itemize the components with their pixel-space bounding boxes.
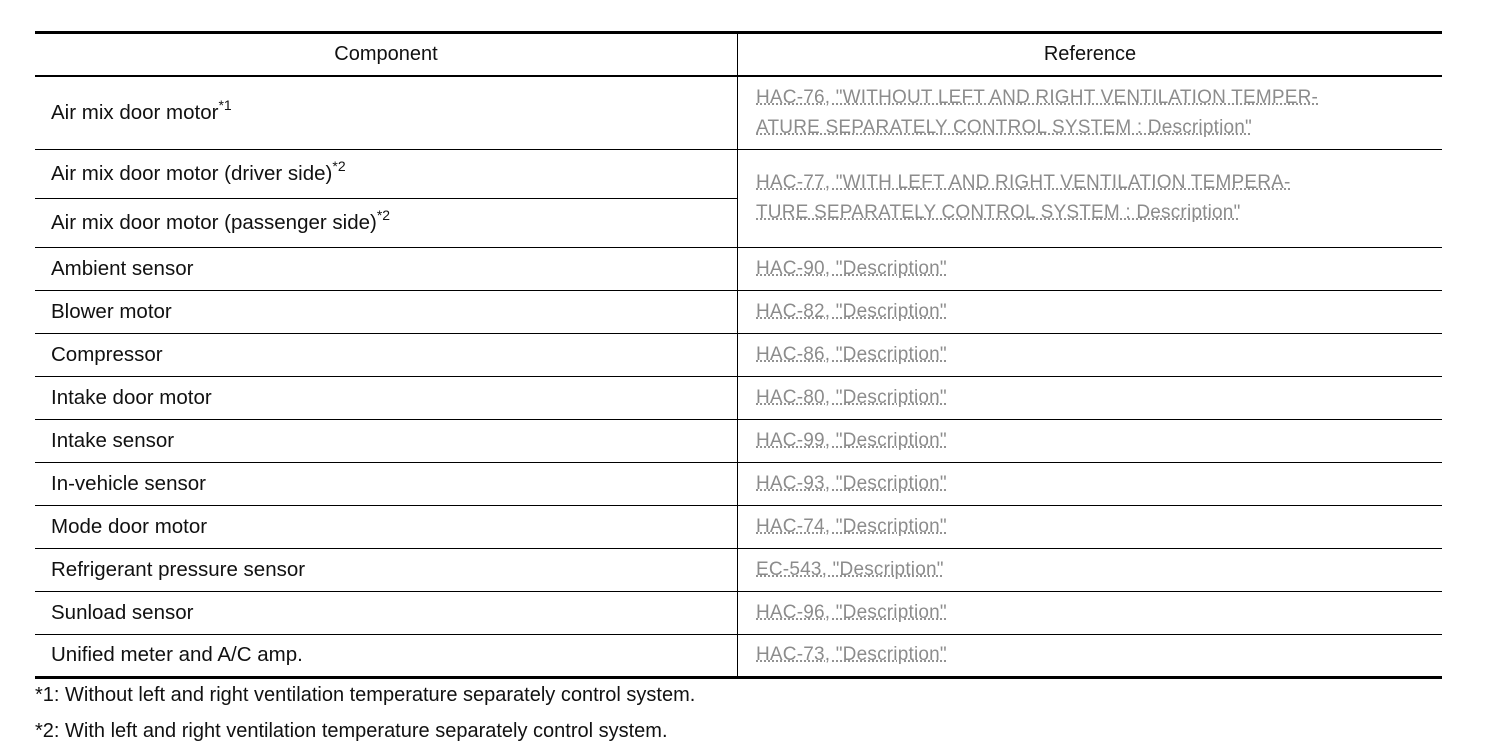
reference-link[interactable]: HAC-82, "Description" [756,300,947,322]
table-row [35,505,1442,548]
component-cell: In-vehicle sensor [35,462,738,505]
table-row [35,149,1442,198]
reference-link[interactable]: HAC-99, "Description" [756,429,947,451]
component-cell: Intake sensor [35,419,738,462]
reference-cell [738,333,1443,376]
table-row [35,290,1442,333]
reference-link[interactable]: HAC-90, "Description" [756,257,947,279]
table-row [35,548,1442,591]
component-cell: Sunload sensor [35,591,738,634]
reference-link[interactable]: HAC-96, "Description" [756,601,947,623]
reference-link-continued[interactable]: TURE SEPARATELY CONTROL SYSTEM : Description" [756,202,1241,223]
component-name: Air mix door motor [51,100,219,124]
table-row [35,591,1442,634]
reference-cell [738,634,1443,677]
reference-cell [738,149,1443,247]
reference-link[interactable]: HAC-76, "WITHOUT LEFT AND RIGHT VENTILATION TEMPER- [756,86,1319,108]
reference-link[interactable]: EC-543, "Description" [756,558,944,580]
reference-cell [738,505,1443,548]
reference-cell [738,548,1443,591]
table-row [35,333,1442,376]
reference-cell [738,76,1443,149]
reference-link[interactable]: HAC-86, "Description" [756,343,947,365]
component-cell: Intake door motor [35,376,738,419]
component-cell [35,198,738,247]
column-header-reference: Reference [738,33,1443,77]
reference-link[interactable]: HAC-74, "Description" [756,515,947,537]
table-row [35,462,1442,505]
footnote-marker: *2 [376,206,391,223]
reference-link[interactable]: HAC-80, "Description" [756,386,947,408]
component-cell: Ambient sensor [35,247,738,290]
table-row [35,247,1442,290]
reference-link[interactable]: HAC-77, "WITH LEFT AND RIGHT VENTILATION TEMPERA- [756,172,1291,193]
component-cell: Mode door motor [35,505,738,548]
footnote-2: *2: With left and right ventilation temperature separately control system. [35,720,668,742]
component-reference-table [35,31,1442,679]
component-cell: Compressor [35,333,738,376]
column-header-component: Component [35,33,738,77]
reference-link[interactable]: HAC-93, "Description" [756,472,947,494]
footnote-1: *1: Without left and right ventilation temperature separately control system. [35,684,696,706]
reference-cell [738,376,1443,419]
reference-link-continued[interactable]: ATURE SEPARATELY CONTROL SYSTEM : Description" [756,116,1252,138]
footnote-marker: *1 [218,96,232,113]
component-cell: Refrigerant pressure sensor [35,548,738,591]
component-cell [35,76,738,149]
table-row [35,76,1442,149]
table-row [35,634,1442,677]
component-cell: Unified meter and A/C amp. [35,634,738,677]
table-header-row [35,33,1442,77]
component-name: Air mix door motor (driver side) [51,161,333,185]
reference-cell [738,290,1443,333]
reference-cell [738,462,1443,505]
reference-cell [738,591,1443,634]
component-cell: Blower motor [35,290,738,333]
footnote-marker: *2 [332,157,346,174]
component-name: Air mix door motor (passenger side) [51,210,377,234]
table-row [35,419,1442,462]
reference-cell [738,247,1443,290]
reference-link[interactable]: HAC-73, "Description" [756,644,947,665]
table-row [35,376,1442,419]
component-cell [35,149,738,198]
reference-cell [738,419,1443,462]
